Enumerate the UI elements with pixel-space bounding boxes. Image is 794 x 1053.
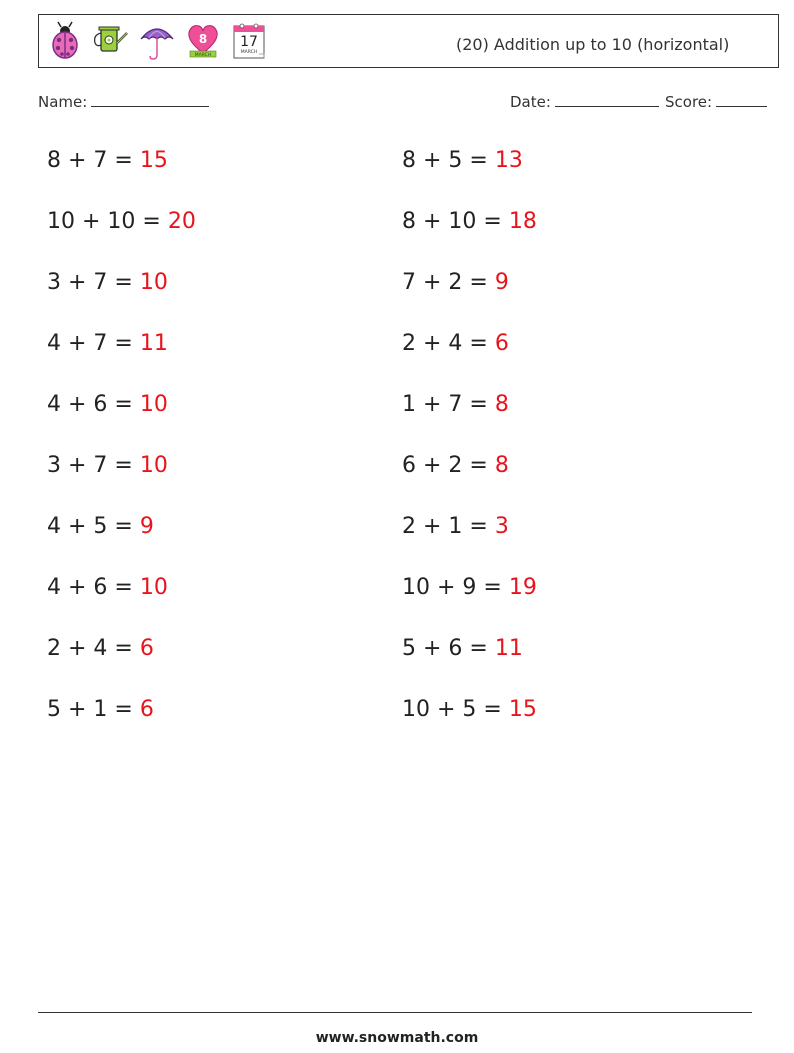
problem-5 (47, 270, 168, 295)
score-blank-line[interactable] (716, 93, 767, 107)
problem-expression: 10 + 10 = (47, 209, 161, 234)
problem-expression: 10 + 9 = (402, 575, 502, 600)
problem-3 (47, 209, 196, 234)
heart-day-text: 8 (198, 32, 208, 46)
problem-answer: 19 (508, 575, 537, 600)
problem-answer: 18 (508, 209, 537, 234)
name-field (38, 93, 209, 111)
problem-expression: 7 + 2 = (402, 270, 488, 295)
problem-15 (47, 575, 168, 600)
problem-7 (47, 331, 168, 356)
problem-17 (47, 636, 154, 661)
problem-expression: 4 + 6 = (47, 392, 133, 417)
problem-19 (47, 697, 154, 722)
problem-12 (402, 453, 509, 478)
problem-answer: 6 (494, 331, 509, 356)
worksheet-header (38, 14, 779, 68)
problem-4 (402, 209, 537, 234)
problem-expression: 5 + 6 = (402, 636, 488, 661)
problem-18 (402, 636, 523, 661)
name-blank-line[interactable] (91, 93, 209, 107)
ladybug-icon (47, 21, 83, 61)
problem-answer: 11 (494, 636, 523, 661)
footer-url[interactable]: www.snowmath.com (315, 1030, 479, 1046)
problem-expression: 4 + 5 = (47, 514, 133, 539)
problem-expression: 2 + 4 = (47, 636, 133, 661)
problem-answer: 13 (494, 148, 523, 173)
problem-expression: 4 + 7 = (47, 331, 133, 356)
date-blank-line[interactable] (555, 93, 659, 107)
header-icons (47, 20, 267, 62)
problem-answer: 11 (139, 331, 168, 356)
calendar-day-text: 17 (240, 34, 258, 50)
heart-march-8-icon (185, 21, 221, 61)
problem-expression: 8 + 7 = (47, 148, 133, 173)
problem-expression: 1 + 7 = (402, 392, 488, 417)
watering-can-icon (93, 21, 129, 61)
date-field (510, 93, 659, 111)
problem-6 (402, 270, 509, 295)
problem-expression: 2 + 4 = (402, 331, 488, 356)
score-label: Score: (665, 93, 713, 111)
problem-answer: 6 (139, 636, 154, 661)
problem-9 (47, 392, 168, 417)
footer-divider (38, 1012, 752, 1013)
problem-answer: 3 (494, 514, 509, 539)
problem-answer: 10 (139, 575, 168, 600)
score-field (665, 93, 767, 111)
problem-14 (402, 514, 509, 539)
problem-16 (402, 575, 537, 600)
problem-answer: 6 (139, 697, 154, 722)
problem-answer: 10 (139, 270, 168, 295)
worksheet-title: (20) Addition up to 10 (horizontal) (456, 35, 730, 54)
problem-20 (402, 697, 537, 722)
heart-month-text: MARCH (194, 53, 212, 58)
problem-answer: 8 (494, 453, 509, 478)
problem-8 (402, 331, 509, 356)
problem-expression: 4 + 6 = (47, 575, 133, 600)
problem-answer: 9 (139, 514, 154, 539)
problem-expression: 8 + 10 = (402, 209, 502, 234)
problem-2 (402, 148, 523, 173)
calendar-month-text: MARCH (240, 50, 258, 55)
problem-answer: 15 (139, 148, 168, 173)
problem-expression: 8 + 5 = (402, 148, 488, 173)
problem-answer: 10 (139, 392, 168, 417)
problem-expression: 10 + 5 = (402, 697, 502, 722)
date-label: Date: (510, 93, 551, 111)
calendar-march-17-icon (231, 21, 267, 61)
problem-answer: 10 (139, 453, 168, 478)
problem-expression: 3 + 7 = (47, 453, 133, 478)
problem-answer: 8 (494, 392, 509, 417)
problem-expression: 5 + 1 = (47, 697, 133, 722)
problem-11 (47, 453, 168, 478)
umbrella-icon (139, 21, 175, 61)
name-label: Name: (38, 93, 88, 111)
problem-13 (47, 514, 154, 539)
problem-answer: 9 (494, 270, 509, 295)
problem-expression: 3 + 7 = (47, 270, 133, 295)
problem-1 (47, 148, 168, 173)
problem-expression: 2 + 1 = (402, 514, 488, 539)
problem-answer: 15 (508, 697, 537, 722)
problem-10 (402, 392, 509, 417)
problem-expression: 6 + 2 = (402, 453, 488, 478)
problem-answer: 20 (167, 209, 196, 234)
